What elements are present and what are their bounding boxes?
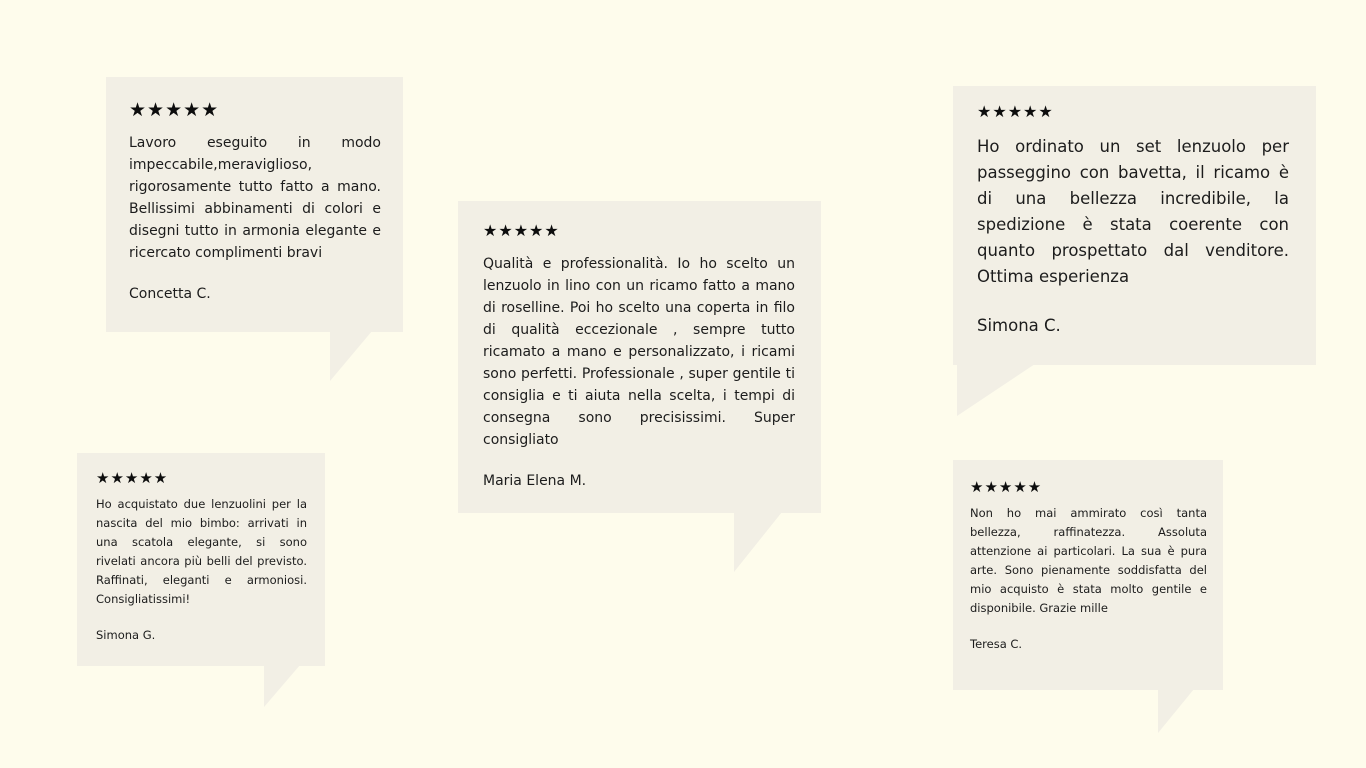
speech-bubble-tail [330, 331, 372, 381]
review-author: Simona G. [96, 628, 156, 642]
speech-bubble-tail [734, 512, 782, 572]
review-text: Qualità e professionalità. Io ho scelto un lenzuolo in lino con un ricamo fatto a mano di roselline. Poi ho scelto una coperta in filo di qualità eccezionale , sempre tutto ricamato a mano e personalizzato, i ricami sono perfetti. Professionale , super gentile ti consiglia e ti aiuta nella scelta, i tempi di consegna sono precisissimi. Super consigliato [483, 256, 795, 448]
review-card [953, 460, 1223, 690]
rating-stars-icon: ★★★★★ [483, 221, 560, 240]
rating-stars-icon: ★★★★★ [129, 99, 220, 121]
review-card [953, 86, 1316, 365]
review-text: Lavoro eseguito in modo impeccabile,meraviglioso, rigorosamente tutto fatto a mano. Bellissimi abbinamenti di colori e disegni tutto in armonia elegante e ricercato complimenti bravi [129, 135, 381, 261]
review-author: Teresa C. [970, 637, 1023, 651]
review-card [106, 77, 403, 332]
speech-bubble-tail [1158, 689, 1194, 733]
review-text: Ho ordinato un set lenzuolo per passeggino con bavetta, il ricamo è di una bellezza incredibile, la spedizione è stata coerente con quanto prospettato dal venditore. Ottima esperienza [977, 137, 1289, 286]
review-author: Simona C. [977, 316, 1061, 335]
review-text: Ho acquistato due lenzuolini per la nascita del mio bimbo: arrivati in una scatola elegante, si sono rivelati ancora più belli del previsto. Raffinati, eleganti e armoniosi. Consigliatissimi! [96, 497, 307, 606]
review-author: Maria Elena M. [483, 473, 587, 489]
speech-bubble-tail [264, 665, 300, 707]
review-card [458, 201, 821, 513]
rating-stars-icon: ★★★★★ [977, 102, 1054, 121]
review-card [77, 453, 325, 666]
review-text: Non ho mai ammirato così tanta bellezza, raffinatezza. Assoluta attenzione ai particolari. La sua è pura arte. Sono pienamente soddisfatta del mio acquisto è stata molto gentile e disponibile. Grazie mille [970, 506, 1207, 615]
speech-bubble-tail [957, 364, 1035, 416]
rating-stars-icon: ★★★★★ [96, 469, 169, 487]
review-author: Concetta C. [129, 286, 211, 302]
rating-stars-icon: ★★★★★ [970, 478, 1043, 496]
